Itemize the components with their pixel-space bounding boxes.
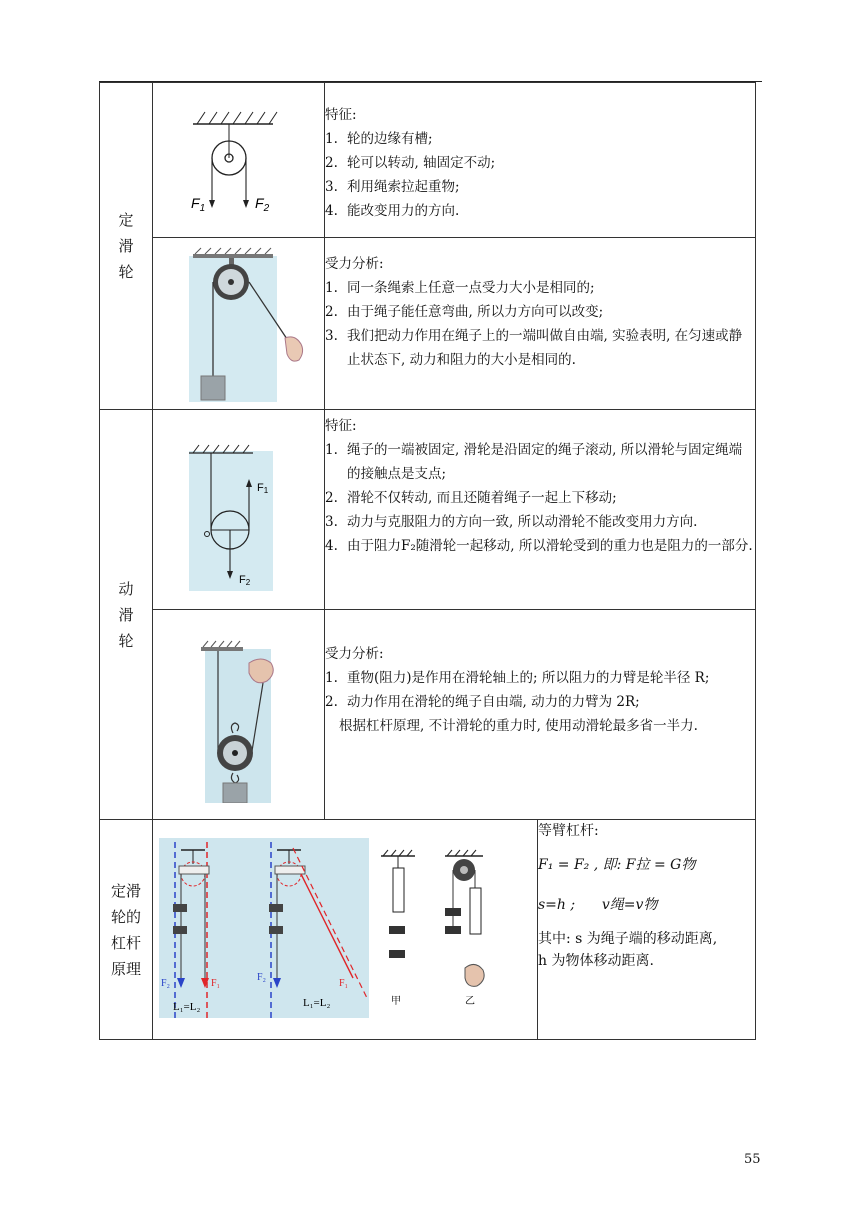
fixed-pulley-photo xyxy=(153,242,325,402)
features-list xyxy=(325,127,755,223)
list-item: 1. 重物(阻力)是作用在滑轮轴上的; 所以阻力的力臂是轮半径 R; xyxy=(325,670,710,686)
lever-formula-cell xyxy=(538,820,756,1040)
category-char: 滑 xyxy=(118,237,134,255)
analysis-heading: 受力分析: xyxy=(325,256,384,272)
yi-label: 乙 xyxy=(465,995,475,1007)
list-item: 2. 动力作用在滑轮的绳子自由端, 动力的力臂为 2R; xyxy=(325,694,640,710)
f1-label: F₁ xyxy=(339,977,349,989)
list-item: 3. 我们把动力作用在绳子上的一端叫做自由端, 实验表明, 在匀速或静止状态下, 动力和阻力的大小是相同的. xyxy=(325,328,743,368)
list-item: 1. 轮的边缘有槽; xyxy=(325,131,433,147)
l1-eq-l2-label: L₁=L₂ xyxy=(303,996,331,1009)
jia-label: 甲 xyxy=(391,995,401,1007)
fixed-diagram-cell xyxy=(153,83,325,238)
f1-label: F₁ xyxy=(211,977,221,989)
f2-label: F₂ xyxy=(257,971,267,983)
movable-analysis-row xyxy=(100,610,756,820)
list-item: 2. 由于绳子能任意弯曲, 所以力方向可以改变; xyxy=(325,304,604,320)
category-char: 动 xyxy=(118,579,134,598)
list-item: 2. 滑轮不仅转动, 而且还随着绳子一起上下移动; xyxy=(325,490,617,506)
list-item: 2. 轮可以转动, 轴固定不动; xyxy=(325,155,496,171)
list-item: 3. 利用绳索拉起重物; xyxy=(325,179,460,195)
f1-label: F1 xyxy=(257,481,269,495)
f1-label: $F_1$ xyxy=(191,195,206,214)
category-char: 轮 xyxy=(118,631,134,650)
list-item: 3. 动力与克服阻力的方向一致, 所以动滑轮不能改变用力方向. xyxy=(325,514,698,530)
lever-category-cell xyxy=(100,820,153,1040)
f2-label: $F_2$ xyxy=(255,195,270,214)
fixed-pulley-diagram xyxy=(153,88,325,228)
fixed-features-row xyxy=(100,83,756,238)
fixed-analysis-text xyxy=(325,238,756,410)
category-text: 定滑 xyxy=(110,881,141,900)
lever-diagram-cell xyxy=(153,820,538,1040)
movable-features-row xyxy=(100,410,756,610)
features-list xyxy=(325,438,755,558)
l1-eq-l2-label: L₁=L₂ xyxy=(173,1000,201,1013)
lever-title: 等臂杠杆: xyxy=(538,823,599,839)
category-text: 杠杆 xyxy=(110,933,141,952)
movable-photo-cell xyxy=(153,610,325,820)
fixed-analysis-row xyxy=(100,238,756,410)
fixed-features-text xyxy=(325,83,756,238)
lever-note1: 其中: s 为绳子端的移动距离, xyxy=(538,931,718,947)
category-text: 轮的 xyxy=(110,907,141,926)
lever-eq2: s=h ; v绳=v物 xyxy=(538,897,658,913)
category-text: 原理 xyxy=(110,959,141,978)
f2-label: F2 xyxy=(239,573,251,587)
list-item: 4. 能改变用力的方向. xyxy=(325,203,460,219)
fixed-photo-cell xyxy=(153,238,325,410)
analysis-heading: 受力分析: xyxy=(325,646,384,662)
movable-diagram-cell xyxy=(153,410,325,610)
list-item: 1. 绳子的一端被固定, 滑轮是沿固定的绳子滚动, 所以滑轮与固定绳端的接触点是支点; xyxy=(325,442,743,482)
category-char: 轮 xyxy=(118,263,134,281)
list-item: 1. 同一条绳索上任意一点受力大小是相同的; xyxy=(325,280,595,296)
category-char: 滑 xyxy=(118,605,134,624)
pulley-table xyxy=(99,82,756,1040)
movable-category-cell xyxy=(100,410,153,820)
features-heading: 特征: xyxy=(325,107,357,123)
category-char: 定 xyxy=(118,211,134,229)
fixed-category-cell xyxy=(100,83,153,410)
movable-analysis-text xyxy=(325,610,756,820)
lever-eq1: F₁ = F₂ , 即: F拉 = G物 xyxy=(538,857,696,873)
analysis-list xyxy=(325,276,755,372)
lever-note2: h 为物体移动距离. xyxy=(538,953,654,969)
lever-row xyxy=(100,820,756,1040)
list-item: 4. 由于阻力F₂随滑轮一起移动, 所以滑轮受到的重力也是阻力的一部分. xyxy=(325,538,753,554)
analysis-note: 根据杠杆原理, 不计滑轮的重力时, 使用动滑轮最多省一半力. xyxy=(339,718,698,734)
page-number: 55 xyxy=(744,1152,761,1167)
analysis-list xyxy=(325,666,755,714)
f2-label: F₂ xyxy=(161,977,171,989)
movable-pulley-diagram xyxy=(153,423,325,593)
lever-diagrams xyxy=(153,828,538,1028)
movable-features-text xyxy=(325,410,756,610)
movable-pulley-photo xyxy=(153,623,325,803)
features-heading: 特征: xyxy=(325,418,357,434)
